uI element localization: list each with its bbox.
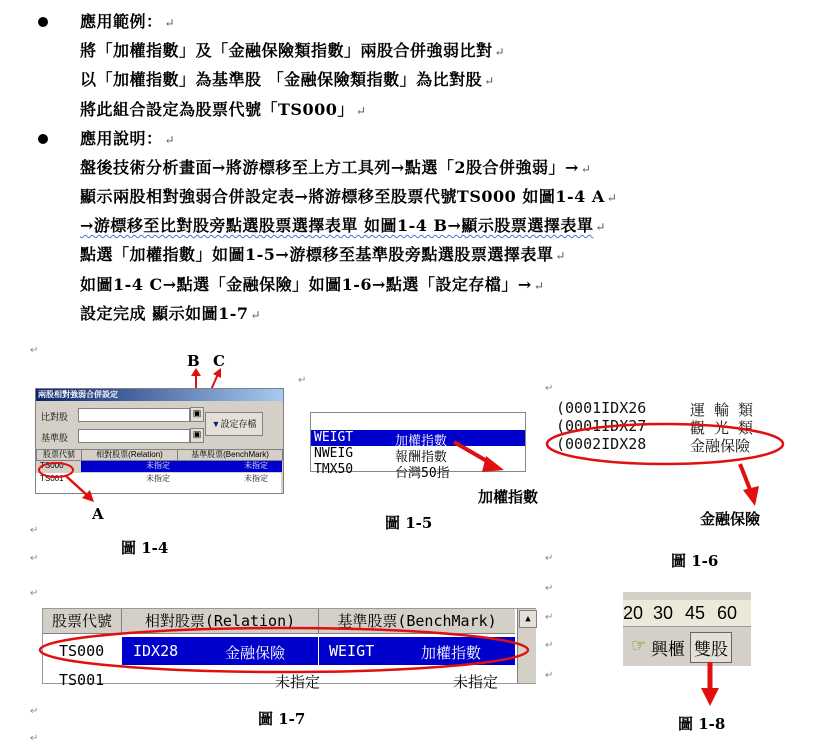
row-code: TS001 [59, 671, 105, 689]
list-item-code: NWEIG [314, 446, 354, 461]
row-relation-code: IDX28 [133, 642, 179, 660]
list-item-code: WEIGT [314, 430, 354, 445]
two-stock-merge-button[interactable]: 雙股 [690, 632, 732, 663]
col-relation-header: 相對股票(Relation) [122, 609, 319, 634]
col-benchmark-header: 基準股票(BenchMark) [319, 609, 515, 634]
section1-line-2: 以「加權指數」為基準股 「金融保險類指數」為比對股 ↵ [80, 70, 495, 89]
row-benchmark: 未指定 [453, 673, 499, 691]
section1-title: 應用範例： ↵ [80, 12, 176, 31]
paragraph-mark: ↵ [30, 525, 39, 536]
compare-picker-button[interactable] [190, 407, 204, 422]
period-30-button[interactable]: 30 [653, 603, 674, 623]
period-60-button[interactable]: 60 [717, 603, 738, 623]
section2-line-3: →游標移至比對股旁點選股票選擇表單 如圖1-4 B→顯示股票選擇表單 ↵ [80, 216, 606, 235]
col-relation-header: 相對股票(Relation) [81, 449, 178, 461]
list-item-name: 觀 光 類 [690, 419, 754, 437]
col-code-header: 股票代號 [43, 609, 122, 634]
paragraph-mark: ↵ [545, 670, 554, 681]
row-benchmark: 未指定 [244, 474, 268, 483]
highlight-ellipse-a [36, 460, 106, 510]
list-item-name: 台灣50指 [395, 466, 450, 481]
section2-line-2: 顯示兩股相對強弱合併設定表→將游標移至股票代號TS000 如圖1-4 A ↵ [80, 187, 618, 206]
folder-icon: ▣ [192, 408, 202, 418]
base-stock-input[interactable] [78, 429, 190, 443]
row-benchmark-name: 加權指數 [421, 644, 482, 662]
section1-line-1: 將「加權指數」及「金融保險類指數」兩股合併強弱比對 ↵ [80, 41, 506, 60]
period-20-button[interactable]: 20 [623, 603, 644, 623]
arrow-icon [450, 438, 510, 478]
highlight-ellipse [36, 624, 536, 676]
fig5-label: 加權指數 [478, 488, 539, 506]
paragraph-mark: ↵ [30, 733, 39, 744]
row-relation: 未指定 [146, 461, 170, 470]
row-code: TS001 [40, 474, 64, 483]
list-item-name: 報酬指數 [395, 450, 448, 465]
compare-stock-input[interactable] [78, 408, 190, 422]
compare-stock-label: 比對股 [41, 412, 69, 422]
label-b: B [187, 352, 200, 370]
base-stock-label: 基準股 [41, 433, 69, 443]
section2-line-1: 盤後技術分析畫面→將游標移至上方工具列→點選「2股合併強弱」→ ↵ [80, 158, 592, 177]
bullet-icon [38, 17, 48, 27]
down-arrow-icon: ▼ [211, 419, 221, 429]
paragraph-mark: ↵ [545, 583, 554, 594]
paragraph-mark: ↵ [30, 706, 39, 717]
bullet-icon [38, 134, 48, 144]
row-benchmark: 未指定 [244, 461, 268, 470]
paragraph-mark: ↵ [545, 553, 554, 564]
section2-line-5: 如圖1-4 C→點選「金融保險」如圖1-6→點選「設定存檔」→ ↵ [80, 275, 545, 294]
pointing-hand-icon: ☞ [631, 636, 647, 655]
section2-line-6: 設定完成 顯示如圖1-7 ↵ [80, 304, 262, 323]
paragraph-mark: ↵ [298, 375, 307, 386]
toolbar-crop [623, 592, 751, 666]
list-item-name: 運 輸 類 [690, 401, 754, 419]
highlight-ellipse [545, 420, 795, 510]
paragraph-mark: ↵ [30, 588, 39, 599]
section1-line-3: 將此組合設定為股票代號「TS000」 ↵ [80, 100, 367, 119]
paragraph-mark: ↵ [545, 612, 554, 623]
arrow-down-icon [698, 662, 722, 708]
list-item-code[interactable]: (0002IDX28 [556, 435, 647, 453]
figure-1-4-caption: 圖 1-4 [121, 539, 169, 557]
folder-icon: ▣ [192, 429, 202, 439]
fig6-label: 金融保險 [700, 510, 761, 528]
col-code-header: 股票代號 [36, 449, 82, 461]
paragraph-mark: ↵ [545, 383, 554, 394]
scroll-up-icon[interactable]: ▲ [519, 610, 537, 628]
period-buttons [623, 600, 751, 627]
list-item-name[interactable]: 金融保險 [690, 437, 751, 455]
paragraph-mark: ↵ [545, 640, 554, 651]
toolbar-row [623, 630, 751, 660]
figure-1-8-caption: 圖 1-8 [678, 715, 726, 733]
row-code: TS000 [40, 461, 64, 470]
figure-1-6-caption: 圖 1-6 [671, 552, 719, 570]
col-benchmark-header: 基準股票(BenchMark) [177, 449, 283, 461]
base-picker-button[interactable] [190, 428, 204, 443]
figure-1-5-caption: 圖 1-5 [385, 514, 433, 532]
paragraph-mark: ↵ [30, 553, 39, 564]
period-45-button[interactable]: 45 [685, 603, 706, 623]
section2-title: 應用說明： ↵ [80, 129, 176, 148]
section2-line-4: 點選「加權指數」如圖1-5→游標移至基準股旁點選股票選擇表單 ↵ [80, 245, 566, 264]
list-item-name: 加權指數 [395, 434, 448, 449]
list-item-code: (0001IDX27 [556, 417, 647, 435]
paragraph-mark: ↵ [30, 345, 39, 356]
label-a: A [92, 505, 104, 523]
figure-1-7-caption: 圖 1-7 [258, 710, 306, 728]
save-settings-button[interactable]: ▼設定存檔 [205, 412, 263, 436]
label-c: C [213, 352, 225, 370]
row-relation: 未指定 [146, 474, 170, 483]
row-benchmark-code: WEIGT [329, 642, 375, 660]
row-relation: 未指定 [275, 673, 321, 691]
row-relation-name: 金融保險 [225, 644, 286, 662]
row-code: TS000 [59, 642, 105, 660]
otc-button[interactable]: 興櫃 [651, 640, 685, 659]
list-item-code: (0001IDX26 [556, 399, 647, 417]
list-item-code: TMX50 [314, 462, 354, 477]
dialog-title: 兩股相對強弱合併設定 [36, 389, 283, 401]
